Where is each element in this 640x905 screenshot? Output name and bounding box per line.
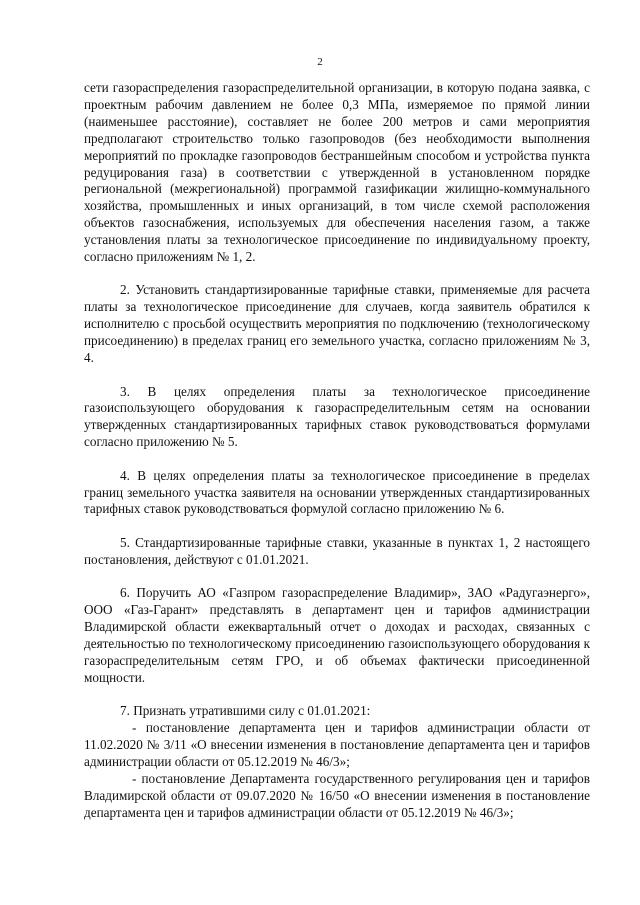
paragraph-item-5: 5. Стандартизированные тарифные ставки, указанные в пунктах 1, 2 настоящего постановления, действуют с 01.01.2021. [84, 534, 590, 567]
repealed-act-1: - постановление департамента цен и тарифов администрации области от 11.02.2020 № 3/11 «О внесении изменения в постановление департамента цен и тарифов администрации области от 05.12.2019 № 46/3»; [84, 720, 590, 769]
paragraph-item-2: 2. Установить стандартизированные тарифные ставки, применяемые для расчета платы за технологическое присоединение для случаев, когда заявитель обратился к исполнителю с просьбой осуществить мероприятия по подключению (технологическому присоединению) в пределах границ его земельного участка, согласно приложениям № 3, 4. [84, 282, 590, 366]
paragraph-1-continuation: сети газораспределения газораспределительной организации, в которую подана заявка, с проектным рабочим давлением не более 0,3 МПа, измеряемое по прямой линии (наименьшее расстояние), составляет не более 200 метров и сами мероприятия предполагают строительство только газопроводов (без необходимости выполнения мероприятий по прокладке газопроводов бестраншейным способом и устройства пункта редуцирования газа) в соответствии с утвержденной в установленном порядке региональной (межрегиональной) программой газификации жилищно-коммунального хозяйства, промышленных и иных организаций, в том числе схемой расположения объектов газоснабжения, используемых для обеспечения населения газом, а также установления платы за технологическое присоединение по индивидуальному проекту, согласно приложениям № 1, 2. [84, 80, 590, 265]
page-number: 2 [317, 56, 323, 68]
paragraph-item-6: 6. Поручить АО «Газпром газораспределение Владимир», ЗАО «Радугаэнерго», ООО «Газ-Гарант» представлять в департамент цен и тарифов администрации Владимирской области ежеквартальный отчет о доходах и расходах, связанных с деятельностью по технологическому присоединению газоиспользующего оборудования к газораспределительным сетям ГРО, и об объемах фактически присоединенной мощности. [84, 585, 590, 685]
paragraph-item-3: 3. В целях определения платы за технологическое присоединение газоиспользующего оборудования к газораспределительным сетям на основании утвержденных стандартизированных тарифных ставок руководствоваться формулами согласно приложению № 5. [84, 383, 590, 450]
paragraph-item-7: 7. Признать утратившими силу с 01.01.2021: [120, 703, 371, 719]
paragraph-item-4: 4. В целях определения платы за технологическое присоединение в пределах границ земельного участка заявителя на основании утвержденных стандартизированных тарифных ставок руководствоваться формулой согласно приложению № 6. [84, 467, 590, 517]
repealed-act-2: - постановление Департамента государственного регулирования цен и тарифов Владимирской области от 09.07.2020 № 16/50 «О внесении изменения в постановление департамента цен и тарифов администрации области от 05.12.2019 № 46/3»; [84, 770, 590, 820]
document-body [84, 80, 590, 821]
